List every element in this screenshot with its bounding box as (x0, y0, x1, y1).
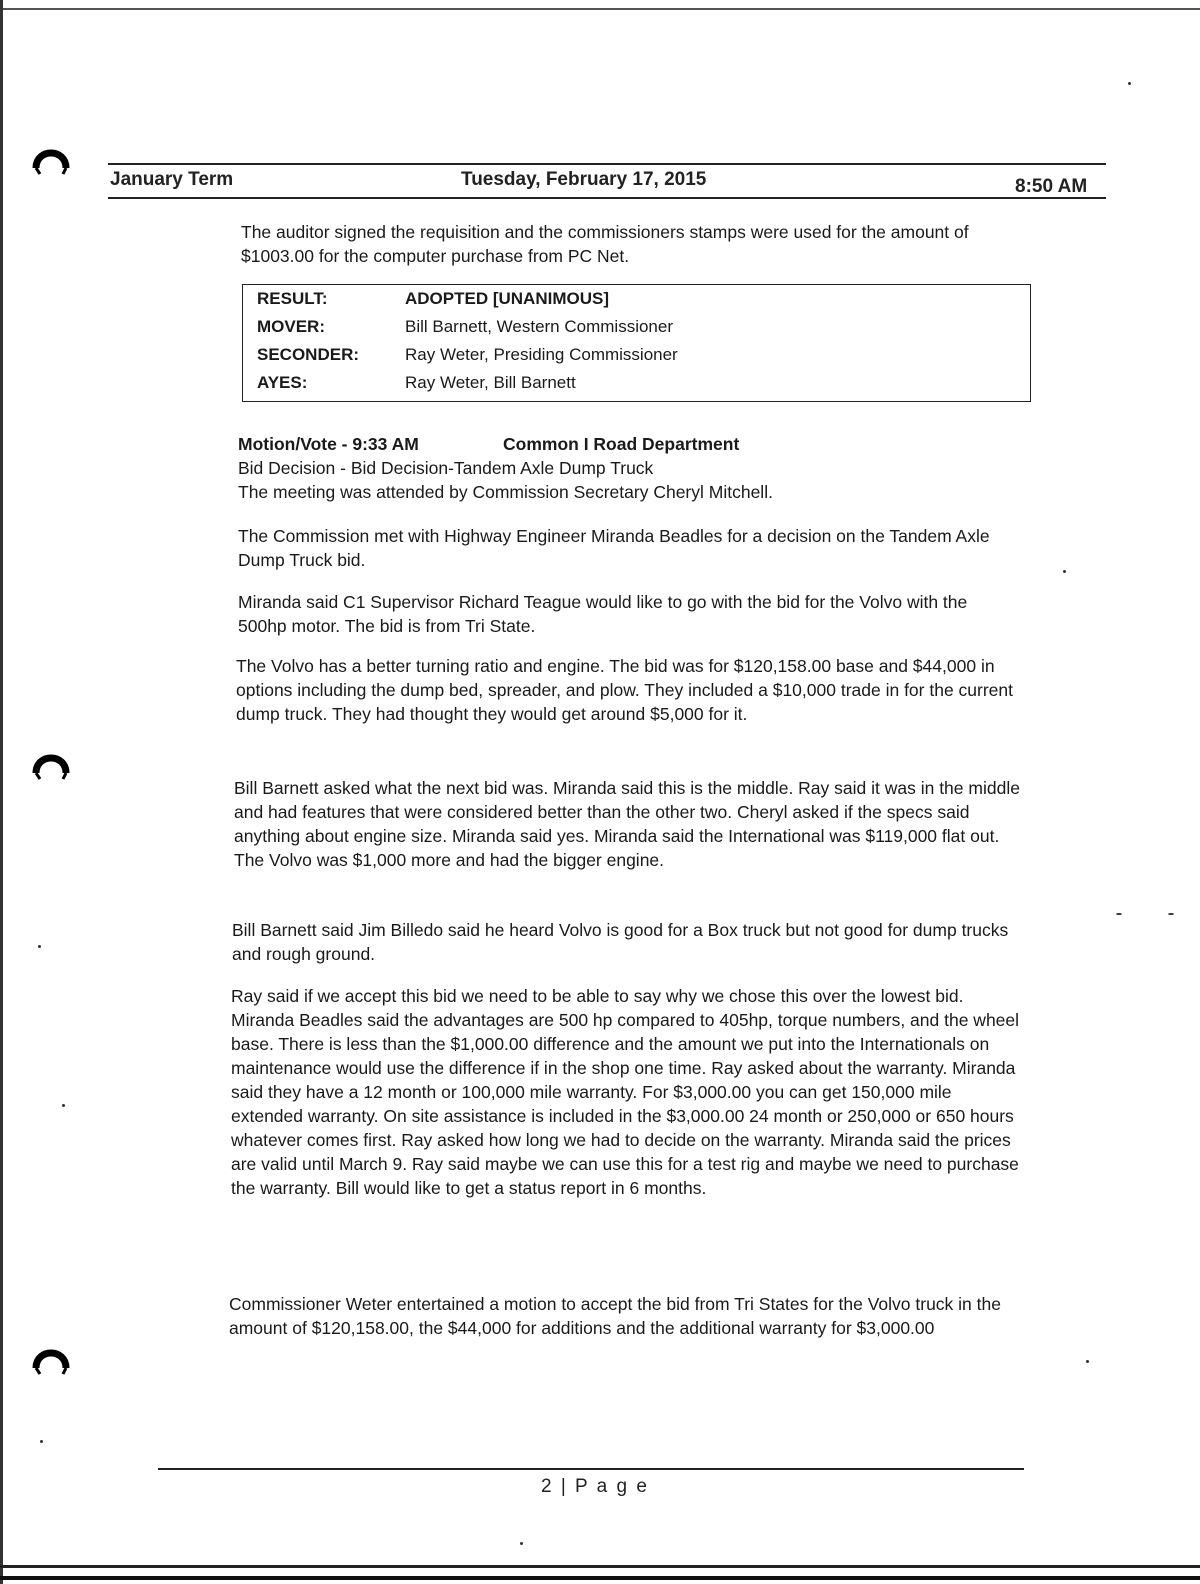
intro-paragraph: The auditor signed the requisition and the commissioners stamps were used for the amount of $1003.00 for the computer purchase from PC Net. (241, 222, 969, 266)
scan-speck (1128, 82, 1131, 85)
seconder-label: SECONDER: (257, 345, 360, 364)
scan-speck (1063, 570, 1066, 573)
scan-border-top (0, 8, 1200, 10)
bid-decision-line: Bid Decision - Bid Decision-Tandem Axle Dump Truck (238, 458, 654, 478)
scan-speck (1116, 913, 1122, 915)
footer-rule (158, 1468, 1024, 1470)
page-number: 2 | P a g e (541, 1476, 649, 1497)
paragraph-next-bid: Bill Barnett asked what the next bid was. Miranda said this is the middle. Ray said it was in the middle and had features that were considered better than the other two. Cheryl asked if the specs said anything about engine size. Miranda said yes. Miranda said the International was $119,000 flat out. The Volvo was $1,000 more and had the bigger engine. (234, 778, 1020, 870)
ayes-row (243, 369, 1030, 397)
paragraph-warranty-discussion: Ray said if we accept this bid we need to be able to say why we chose this over the lowest bid. Miranda Beadles said the advantages are 500 hp compared to 405hp, torque numbers, and the wheel base. There is less than the $1,000.00 difference and the amount we put into the Internationals on maintenance would use the difference if in the shop one time. Ray asked about the warranty. Miranda said they have a 12 month or 100,000 mile warranty. For $3,000.00 you can get 150,000 mile extended warranty. On site assistance is included in the $3,000.00 24 month or 250,000 or 650 hours whatever comes first. Ray asked how long we had to decide on the warranty. Miranda said the prices are valid until March 9. Ray said maybe we can use this for a test rig and maybe we need to purchase the warranty. Bill would like to get a status report in 6 months. (231, 986, 1020, 1198)
seconder-row (243, 341, 1030, 369)
motion-department: Common I Road Department (503, 434, 740, 454)
seconder-value: Ray Weter, Presiding Commissioner (405, 345, 678, 364)
scan-border-bottom-2 (0, 1576, 1200, 1580)
attendance-line: The meeting was attended by Commission Secretary Cheryl Mitchell. (238, 482, 773, 502)
scan-speck (62, 1104, 65, 1107)
motion-heading: Motion/Vote - 9:33 AM (238, 434, 419, 454)
result-box (242, 284, 1031, 402)
header-time: 8:50 AM (1015, 176, 1088, 197)
ayes-label: AYES: (257, 373, 308, 392)
header-rule-top (108, 163, 1106, 165)
result-row (243, 285, 1030, 313)
scan-speck (520, 1542, 523, 1545)
punch-hole-icon (30, 138, 72, 180)
header-rule-bottom (108, 197, 1106, 199)
mover-label: MOVER: (257, 317, 325, 336)
paragraph-supervisor-bid: Miranda said C1 Supervisor Richard Teague would like to go with the bid for the Volvo with the 500hp motor. The bid is from Tri State. (238, 592, 968, 636)
scan-speck (40, 1440, 43, 1443)
header-term: January Term (110, 169, 234, 190)
ayes-value: Ray Weter, Bill Barnett (405, 373, 576, 392)
mover-row (243, 313, 1030, 341)
scan-speck (1086, 1360, 1089, 1363)
scan-speck (1168, 913, 1174, 915)
punch-hole-icon (30, 743, 72, 785)
scan-border-bottom (0, 1565, 1200, 1568)
mover-value: Bill Barnett, Western Commissioner (405, 317, 673, 336)
result-value: ADOPTED [UNANIMOUS] (405, 289, 609, 308)
punch-hole-icon (30, 1338, 72, 1380)
paragraph-commission-met: The Commission met with Highway Engineer Miranda Beadles for a decision on the Tandem Axle Dump Truck bid. (238, 526, 990, 570)
paragraph-billedo: Bill Barnett said Jim Billedo said he heard Volvo is good for a Box truck but not good for dump trucks and rough ground. (232, 920, 1009, 964)
result-label: RESULT: (257, 289, 328, 308)
scan-speck (38, 945, 41, 948)
paragraph-motion: Commissioner Weter entertained a motion to accept the bid from Tri States for the Volvo truck in the amount of $120,158.00, the $44,000 for additions and the additional warranty for $3,000.00 (229, 1294, 1001, 1338)
scan-border-left (0, 0, 3, 1584)
paragraph-volvo-bid: The Volvo has a better turning ratio and engine. The bid was for $120,158.00 base and $44,000 in options including the dump bed, spreader, and plow. They included a $10,000 trade in for the current dump truck. They had thought they would get around $5,000 for it. (236, 656, 1014, 724)
header-date: Tuesday, February 17, 2015 (461, 169, 707, 190)
